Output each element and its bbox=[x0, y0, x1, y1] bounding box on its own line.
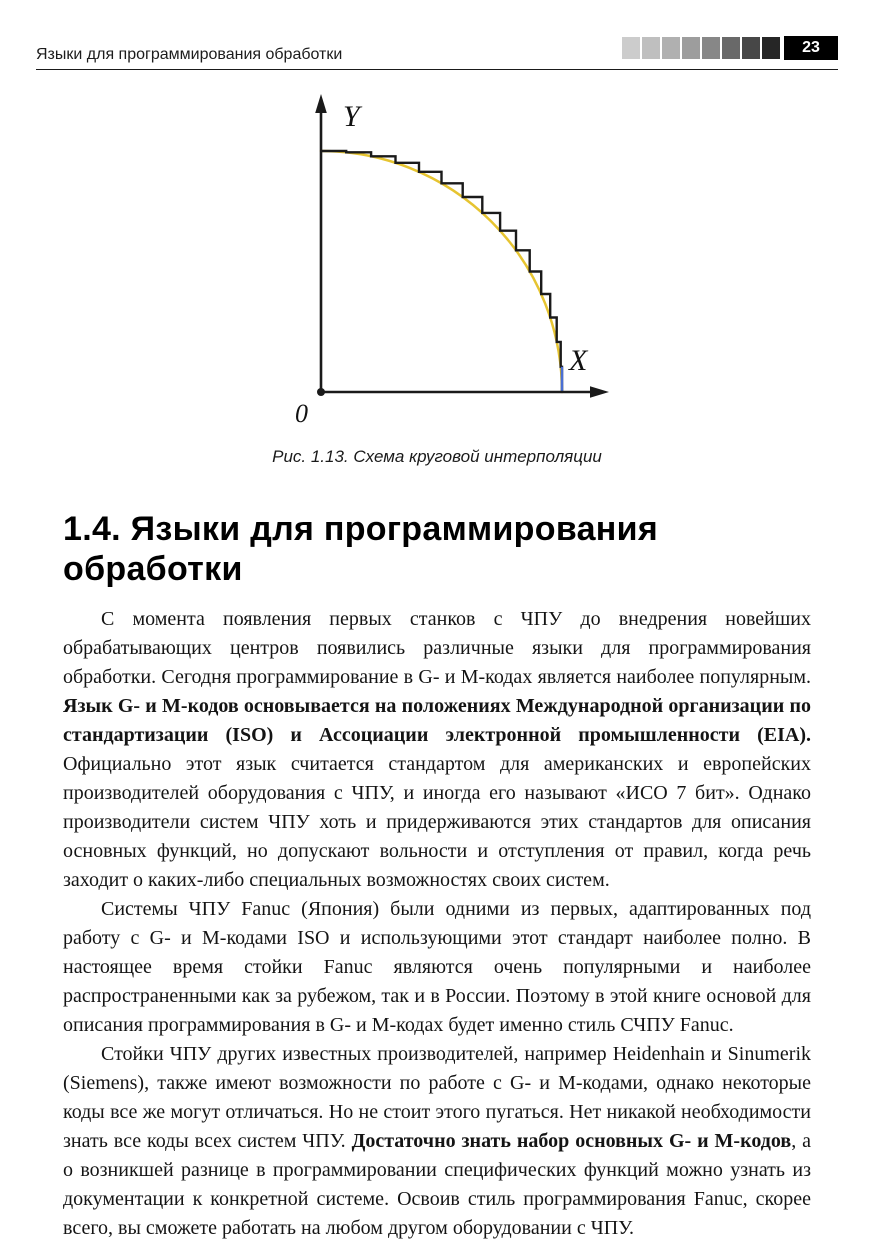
bold-text-run: Достаточно знать набор основных G- и M-кодов bbox=[351, 1130, 792, 1153]
paragraph bbox=[63, 895, 811, 1040]
y-axis-arrow-icon bbox=[315, 94, 327, 113]
text-run: Системы ЧПУ Fanuc (Япония) были одними из первых, адаптированных под работу с G- и M-кодами ISO и использующими этот стандарт наиболее полно. В настоящее время стойки Fanuc являются очень популярными и наиболее распространенными как за рубежом, так и в России. Поэтому в этой книге основой для описания программирования в G- и M-кодах будет именно стиль СЧПУ Fanuc. bbox=[63, 898, 811, 1037]
circular-interpolation-diagram bbox=[261, 86, 613, 426]
decorative-block bbox=[742, 37, 760, 59]
decorative-block bbox=[762, 37, 780, 59]
text-run: , а о возникшей разнице в программировании специфических функций можно узнать из документации к конкретной системе. Освоив стиль программирования Fanuc, скорее всего, вы сможете работать на любом другом оборудовании с ЧПУ. bbox=[63, 1130, 811, 1240]
header-decoration bbox=[622, 36, 838, 60]
decorative-block bbox=[642, 37, 660, 59]
decorative-block bbox=[682, 37, 700, 59]
y-axis-label: Y bbox=[343, 100, 360, 133]
x-axis-label: X bbox=[569, 344, 588, 377]
page-number: 23 bbox=[784, 36, 838, 60]
figure-circular-interpolation bbox=[257, 86, 617, 467]
running-title: Языки для программирования обработки bbox=[36, 46, 343, 63]
decorative-block bbox=[662, 37, 680, 59]
text-run: Официально этот язык считается стандартом для американских и европейских производителей оборудования с ЧПУ, и иногда его называют «ИСО 7 бит». Однако производители систем ЧПУ хоть и придерживаются этих стандартов для описания основных функций, но допускают вольности и отступления от правил, когда речь заходит о каких-либо специальных возможностях своих систем. bbox=[63, 753, 811, 892]
body-text bbox=[63, 605, 811, 1240]
decorative-block bbox=[722, 37, 740, 59]
origin-point bbox=[317, 388, 325, 396]
decorative-block bbox=[622, 37, 640, 59]
origin-label: 0 bbox=[295, 399, 308, 426]
paragraph bbox=[63, 605, 811, 895]
step-approximation-path bbox=[321, 151, 562, 392]
text-run: С момента появления первых станков с ЧПУ до внедрения новейших обрабатывающих центров появились различные языки для программирования обработки. Сегодня программирование в G- и M-кодах является наиболее популярным. bbox=[63, 608, 811, 689]
page-header bbox=[36, 36, 838, 70]
header-rule bbox=[36, 69, 838, 70]
decorative-blocks bbox=[622, 37, 780, 59]
paragraph bbox=[63, 1040, 811, 1240]
bold-text-run: Язык G- и M-кодов основывается на положениях Международной организации по стандартизации (ISO) и Ассоциации электронной промышленности (EIA). bbox=[63, 695, 811, 747]
figure-caption: Рис. 1.13. Схема круговой интерполяции bbox=[272, 447, 602, 466]
decorative-block bbox=[702, 37, 720, 59]
section-heading: 1.4. Языки для программирования обработки bbox=[63, 510, 658, 589]
text-run: Стойки ЧПУ других известных производителей, например Heidenhain и Sinumerik (Siemens), также имеют возможности по работе с G- и M-кодами, однако некоторые коды все же могут отличаться. Но не стоит этого пугаться. Нет никакой необходимости знать все коды всех систем ЧПУ. bbox=[63, 1043, 811, 1153]
smooth-arc bbox=[321, 151, 562, 392]
x-axis-arrow-icon bbox=[590, 386, 609, 398]
